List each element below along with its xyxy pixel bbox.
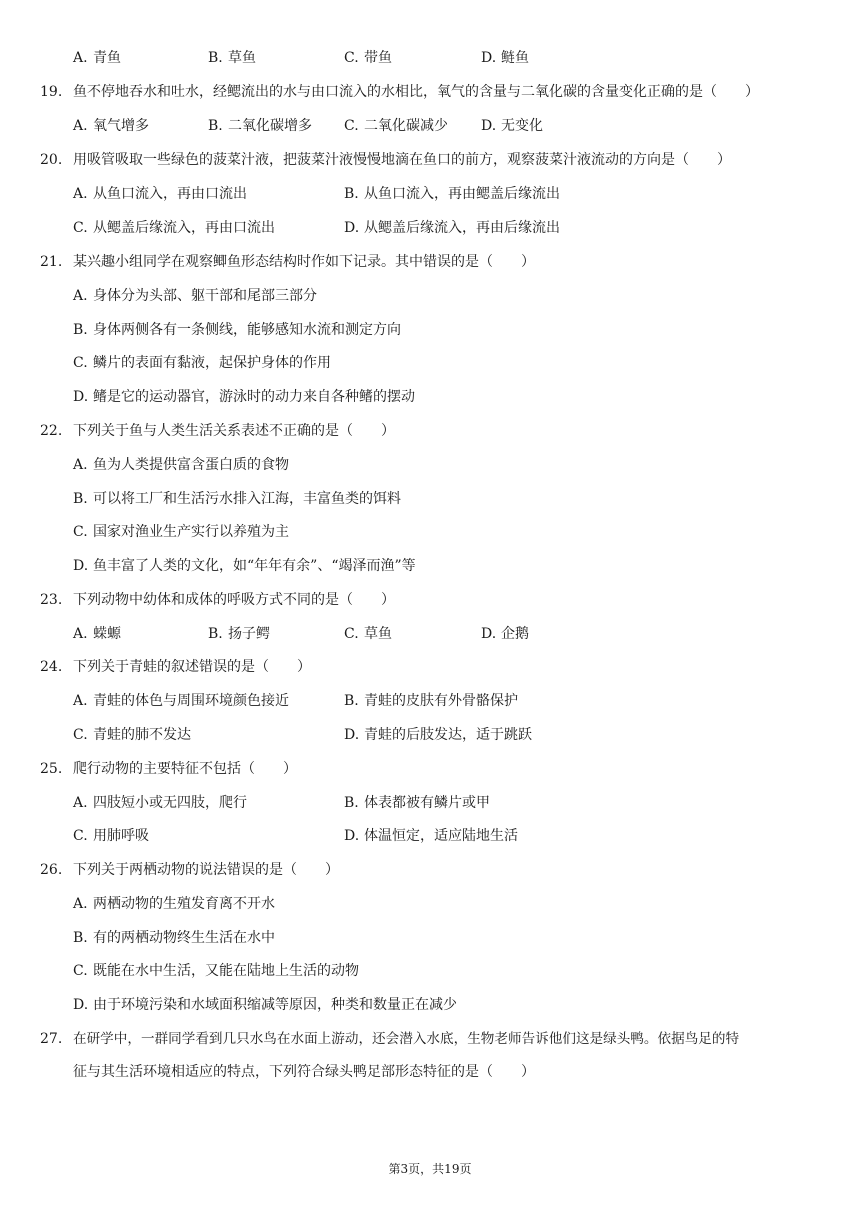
option-c: C. 草鱼 [344,626,392,642]
question-stem: 鱼不停地吞水和吐水，经鳃流出的水与由口流入的水相比，氧气的含量与二氧化碳的含量变化正确的是（ ） [73,84,759,100]
question-stem: 在研学中，一群同学看到几只水鸟在水面上游动，还会潜入水底，生物老师告诉他们这是绿头鸭。依据鸟足的特 [73,1031,740,1047]
option-d: D. 从鳃盖后缘流入，再由后缘流出 [344,220,560,236]
option-a: A. 蝾螈 [73,626,121,642]
question-stem: 爬行动物的主要特征不包括（ ） [73,761,297,777]
question-stem: 用吸管吸取一些绿色的菠菜汁液，把菠菜汁液慢慢地滴在鱼口的前方，观察菠菜汁液流动的方向是（ ） [73,152,731,168]
option-b: B. 体表都被有鳞片或甲 [344,795,490,811]
question-stem: 下列关于鱼与人类生活关系表述不正确的是（ ） [73,423,395,439]
option-b: B. 青蛙的皮肤有外骨骼保护 [344,693,518,709]
option-b: B. 从鱼口流入，再由鳃盖后缘流出 [344,186,560,202]
question-number: 22. [40,423,63,439]
option-a: A. 青蛙的体色与周围环境颜色接近 [73,693,289,709]
option-d: D. 鲢鱼 [481,50,529,66]
option-d: D. 无变化 [481,118,543,134]
option-b: B. 二氧化碳增多 [208,118,312,134]
question-stem: 下列动物中幼体和成体的呼吸方式不同的是（ ） [73,592,395,608]
option-a: A. 氧气增多 [73,118,149,134]
option-c: C. 用肺呼吸 [73,828,149,844]
option-b: B. 草鱼 [208,50,256,66]
option-d: D. 企鹅 [481,626,529,642]
option-a: A. 从鱼口流入，再由口流出 [73,186,247,202]
question-number: 20. [40,152,63,168]
question-number: 24. [40,659,63,675]
option-c: C. 从鳃盖后缘流入，再由口流出 [73,220,275,236]
option-c: C. 二氧化碳减少 [344,118,448,134]
question-number: 21. [40,254,63,270]
question-number: 19. [40,84,63,100]
question-stem: 下列关于青蛙的叙述错误的是（ ） [73,659,311,675]
page-footer: 第3页，共19页 [388,1162,472,1176]
question-number: 26. [40,862,63,878]
question-number: 27. [40,1031,63,1047]
option-d: D. 青蛙的后肢发达，适于跳跃 [344,727,532,743]
question-number: 25. [40,761,63,777]
option-c: C. 青蛙的肺不发达 [73,727,191,743]
question-stem: 某兴趣小组同学在观察鲫鱼形态结构时作如下记录。其中错误的是（ ） [73,254,535,270]
question-stem: 下列关于两栖动物的说法错误的是（ ） [73,862,339,878]
question-number: 23. [40,592,63,608]
option-a: A. 青鱼 [73,50,121,66]
option-a: A. 四肢短小或无四肢，爬行 [73,795,247,811]
option-c: C. 带鱼 [344,50,392,66]
option-d: D. 体温恒定，适应陆地生活 [344,828,518,844]
question-stem-continued: 征与其生活环境相适应的特点，下列符合绿头鸭足部形态特征的是（ ） [73,1064,535,1080]
option-b: B. 扬子鳄 [208,626,270,642]
